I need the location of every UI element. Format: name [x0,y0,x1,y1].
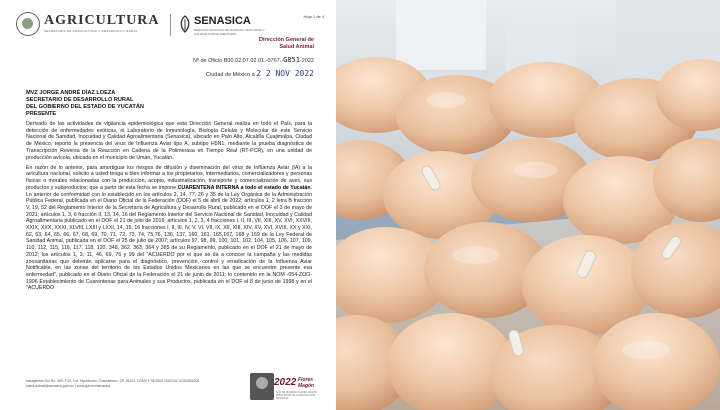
issuing-direction [259,37,314,51]
paragraph-text: . Lo anterior de conformidad con lo establecido en los artículos 2, 14, 77, 26 y 35 de la Ley Orgánica de la Administración Pública Federal, publicada en el Diario Oficial de la Federación (DOF) el 5 de abril de 2022; artículos 1, 2 letra B fracción V, 19, 52 del Reglamento Interior de la Secretaría de Agricultura y Desarrollo Rural, publicado en el DOF el 3 de mayo de 2021; artículos 1, 3, 6 fracción II, 13, 14, 16 del Reglamento Interior del Servicio Nacional de Sanidad, Inocuidad y Calidad Agroalimentaria publicado en el DOF el 21 de julio de 2016; artículos 1, 2, 3, 4 fracciones I, II, III, VII, XIII, XV, XVI, XXVIII, XXIX, XXX, XXXI, XLVIII, LXIII y LXXI, 14, 15, 16 fracciones I, II, III, IV, V, VI, VII, IX, XII, XIII, XIV, XV, XVI, XVIII, XX y XXI, 62, 63, 64, 65, 66, 67, 68, 69, 70, 71, 72, 73, 74, 75,76, 136, 137, 160, 161, 165,167, 168 y 169 de la Ley Federal de Sanidad Animal, publicada en el DOF el 25 de julio de 2007; artículos 97, 98, 99, 100, 101, 102, 104, 105, 106, 107, 109, 110, 112, 115, 116, 117, 118, 120, 348, 362, 363, 364 y 365 de su Reglamento, publicado en el DOF el 21 de mayo de 2012; los artículos 1, 3, 11, 46, 69, 76 y 99 del "ACUERDO por el que se da a conocer la campaña y las medidas zoosanitarias que deberán aplicarse para el diagnóstico, prevención, control y erradicación de la Influenza Aviar Notificable, en las zonas del territorio de los Estados Unidos Mexicanos en las que se encuentre presente esa enfermedad", publicado en el Diario Oficial de la Federación el 21 de junio de 2011; lo contenido en la NOM -054-ZOO-1996 Establecimiento de Cuarentenas para Animales y sus Productos, publicada en el DOF el 8 de junio de 1998 y en el "ACUERDO [26,184,312,292]
logo-divider [170,14,171,36]
senasica-subtitle: SERVICIO NACIONAL DE SANIDAD, INOCUIDAD Y CALIDAD AGROALIMENTARIA [194,28,265,36]
date-stamp: 2 2 NOV 2022 [256,69,314,78]
year-badge [250,371,324,403]
badge-name [298,377,314,389]
page-indicator: Hoja 1 de 4 [303,14,324,19]
recipient-greeting: PRESENTE [26,111,57,117]
letter-footer: Insurgentes Sur No. 489, P.10, Col. Hipódromo, Cuauhtémoc, CP. 06100, CDMX t: 55 5905 1000 Ext. 51004/51005 salud.animal@senasica.gob.mx | www.gob.mx/senasica [26,379,200,388]
paragraph [26,165,312,292]
recipient-name: MVZ JORGE ANDRÉ DÍAZ LOEZA [26,90,116,96]
oficio-number [193,56,314,64]
official-letter [0,0,336,410]
letter-body [26,121,312,296]
direction-line: Dirección General de [258,37,314,43]
recipient-block [26,90,144,118]
senasica-logo-icon [178,15,192,33]
agency-logo-text: AGRICULTURA [44,13,160,28]
badge-year: 2022 [274,377,297,388]
mexico-seal-icon [16,12,40,36]
paragraph-text: En razón de lo anterior, para amortiguar los riesgos de difusión y diseminación del virus de Influenza Aviar (IA) a la avicultura nacional, solicito a usted tenga a bien informar a los propietarios, intermediarios, comercializadores y personas físicas o morales relacionadas con la producción, acopio, industrialización, transporte y comercialización de aves, sus productos y subproductos; que a partir de esta fecha se impone [26,164,312,191]
quarantine-notice: CUARENTENA INTERNA a todo el estado de Yucatán [177,184,311,191]
badge-name-line: Flores [298,377,314,383]
oficio-suffix: -2022 [299,58,314,64]
badge-name-line: Magón [298,383,315,389]
paragraph: Derivado de las actividades de vigilancia epidemiológica que esta Dirección General realiza en todo el País, para la detección de enfermedades exóticas, el Laboratorio de Inmunología, Biología Celular y Molecular de este Servicio Nacional de Sanidad, Inocuidad y Calidad Agroalimentaria (Senasica), ubicado en Palo Alto, Alcaldía Cuajimalpa, Ciudad de México, reportó la presencia del virus de Influenza Aviar tipo A, subtipo H5N1, mediante la prueba diagnóstica de Transcripción Reversa de la Reacción en Cadena de la Polimerasa en Tiempo Real (RT-PCR), en una unidad de producción avícola, ubicada en el municipio de Umán, Yucatán. [26,121,312,161]
recipient-government: DEL GOBIERNO DEL ESTADO DE YUCATÁN [26,104,144,110]
portrait-icon [250,373,274,400]
chicken-photo [336,0,720,410]
date-prefix: Ciudad de México a [206,72,255,78]
agency-subtitle: SECRETARÍA DE AGRICULTURA Y DESARROLLO RURAL [44,29,138,33]
oficio-handwritten-number: G851 [283,56,300,64]
letter-date [206,69,314,78]
badge-caption: AÑO DE RICARDO FLORES MAGÓN PRECURSOR DE LA REVOLUCIÓN MEXICANA [276,391,317,400]
chicken-illustration [336,0,720,410]
oficio-prefix: Nº de Oficio B00.02.07.02.01.-0767.- [192,58,284,64]
senasica-logo-text: SENASICA [194,15,251,27]
direction-line: Salud Animal [279,44,314,50]
recipient-title: SECRETARIO DE DESARROLLO RURAL [26,97,134,103]
